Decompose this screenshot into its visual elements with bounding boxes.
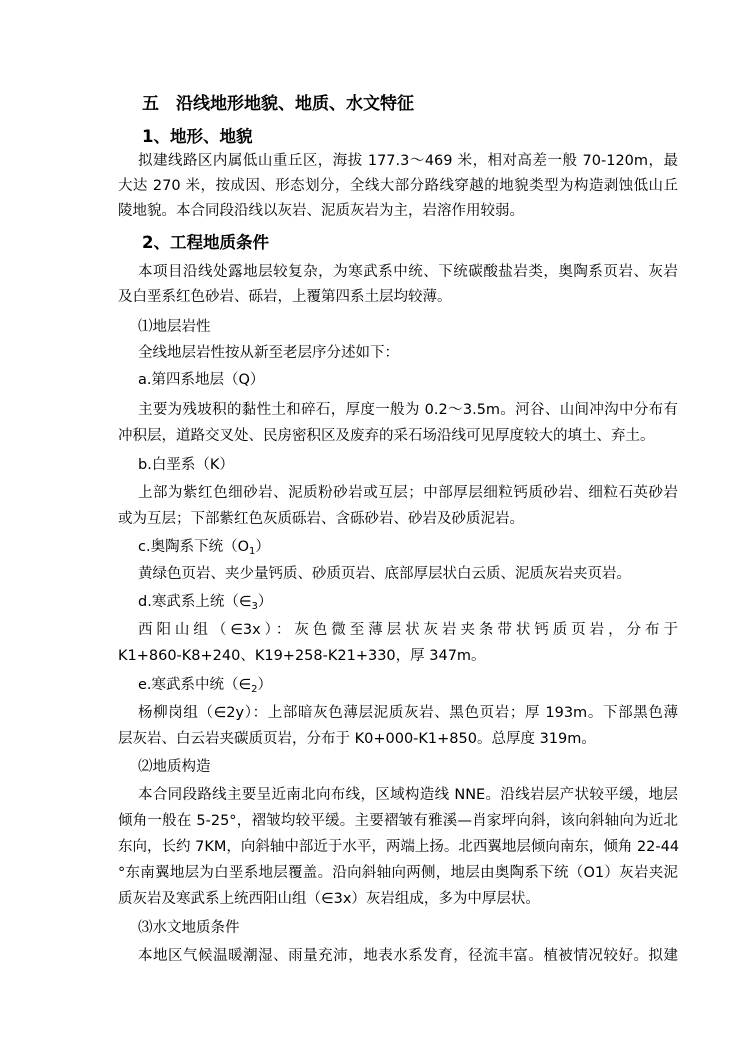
upper-cambrian-line: 西阳山组（∈3x）：灰色微至薄层状灰岩夹条带状钙质页岩，分布于 (138, 622, 678, 638)
ordovician-line: 黄绿色页岩、夹少量钙质、砂质页岩、底部厚层状白云质、泥质灰岩夹页岩。 (138, 566, 631, 582)
structure-line: 东向，长约 7KM，向斜轴中部近于水平，两端上扬。北西翼地层倾向南东，倾角 22-44 (118, 839, 680, 855)
middle-cambrian-title: e.寒武系中统$(\in_2)$ (138, 677, 273, 695)
quaternary-line: 主要为残坡积的黏性土和碎石，厚度一般为 0.2～3.5m。河谷、山间冲沟中分布有 (138, 402, 678, 418)
quaternary-title: a.第四系地层（Q） (138, 372, 265, 388)
upper-cambrian-line: K1+860-K8+240、K19+258-K21+330，厚 347m。 (118, 648, 486, 664)
geology-intro-line: 本项目沿线处露地层较复杂，为寒武系中统、下统碳酸盐岩类，奥陶系页岩、灰岩 (138, 264, 678, 280)
quaternary-line: 冲积层，道路交叉处、民房密积区及废弃的采石场沿线可见厚度较大的填土、弃土。 (118, 428, 655, 444)
cretaceous-title: b.白垩系（K） (138, 457, 234, 473)
middle-cambrian-line: 层灰岩、白云岩夹碳质页岩，分布于 K0+000-K1+850。总厚度 319m。 (118, 731, 596, 747)
geology-intro-line: 及白垩系红色砂岩、砾岩，上覆第四系土层均较薄。 (118, 289, 452, 305)
strata-intro: 全线地层岩性按从新至老层序分述如下： (138, 345, 399, 361)
middle-cambrian-line: 杨柳岗组（∈2y）：上部暗灰色薄层泥质灰岩、黑色页岩；厚 193m。下部黑色薄 (138, 705, 678, 721)
structure-line: °东南翼地层为白垩系地层覆盖。沿向斜轴向两侧，地层由奥陶系下统（O1）灰岩夹泥 (118, 865, 678, 881)
section-title: 五 沿线地形地貌、地质、水文特征 (142, 94, 414, 114)
structure-line: 本合同段路线主要呈近南北向布线，区域构造线 NNE。沿线岩层产状较平缓，地层 (138, 787, 678, 803)
upper-cambrian-title: d.寒武系上统$(\in_3)$ (138, 594, 273, 612)
structure-line: 质灰岩及寒武系上统西阳山组（∈3x）灰岩组成，多为中厚层状。 (118, 891, 540, 907)
strata-subtitle: ⑴地层岩性 (138, 319, 211, 335)
ordovician-title: c.奥陶系下统$(O_1)$ (138, 539, 270, 557)
terrain-line: 大达 270 米，按成因、形态划分，全线大部分路线穿越的地貌类型为构造剥蚀低山丘 (118, 178, 678, 194)
terrain-line: 拟建线路区内属低山重丘区，海拔 177.3～469 米，相对高差一般 70-120m，最 (138, 153, 678, 169)
structure-subtitle: ⑵地质构造 (138, 759, 211, 775)
terrain-line: 陵地貌。本合同段沿线以灰岩、泥质灰岩为主，岩溶作用较弱。 (118, 203, 524, 219)
hydrogeology-subtitle: ⑶水文地质条件 (138, 920, 240, 936)
cretaceous-line: 或为互层；下部紫红色灰质砾岩、含砾砂岩、砂岩及砂质泥岩。 (118, 511, 524, 527)
geology-heading: 2、工程地质条件 (142, 233, 269, 252)
terrain-heading: 1、地形、地貌 (142, 127, 253, 146)
hydrogeology-line: 本地区气候温暖潮湿、雨量充沛，地表水系发育，径流丰富。植被情况较好。拟建 (138, 948, 678, 964)
cretaceous-line: 上部为紫红色细砂岩、泥质粉砂岩或互层；中部厚层细粒钙质砂岩、细粒石英砂岩 (138, 485, 678, 501)
structure-line: 倾角一般在 5-25°，褶皱均较平缓。主要褶皱有雅溪—肖家坪向斜，该向斜轴向为近北 (118, 813, 678, 829)
